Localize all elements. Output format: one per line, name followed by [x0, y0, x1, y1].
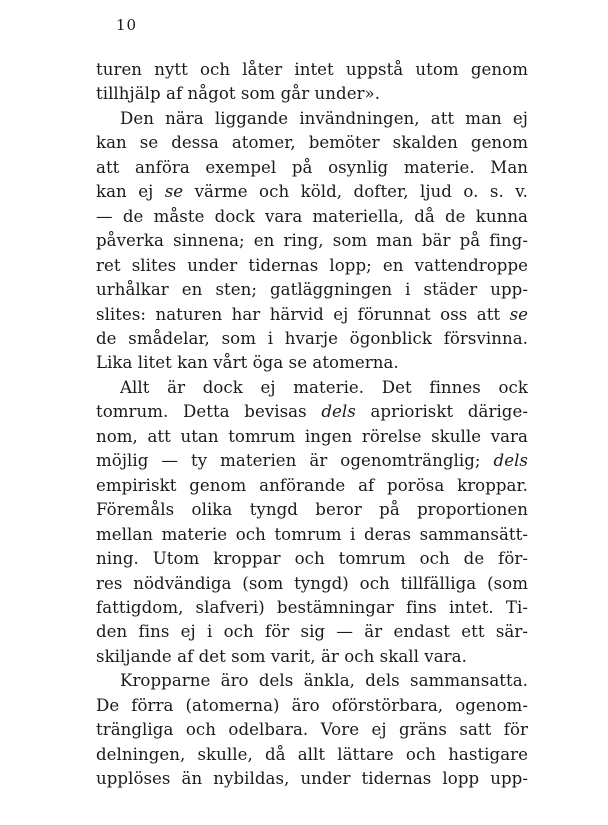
text-line: ning. Utom kroppar och tomrum och de för- [96, 549, 528, 569]
italic-word: dels [493, 451, 528, 471]
text-line [96, 180, 528, 204]
text-line: empiriskt genom anförande af porösa kroppar. [96, 475, 528, 495]
text-line: trängliga och odelbara. Vore ej gräns satt för [96, 720, 528, 740]
text-line: de smådelar, som i hvarje ögonblick försvinna. [96, 328, 528, 348]
text-segment: möjlig — ty materien är ogenomtränglig; [96, 451, 494, 471]
page-number: 10 [116, 16, 138, 34]
text-segment: tomrum. Detta bevisas [96, 402, 322, 422]
text-line: Allt är dock ej materie. Det finnes ock [120, 377, 528, 397]
text-line: urhålkar en sten; gatläggningen i städer upp- [96, 280, 528, 300]
text-line: ret slites under tidernas lopp; en vattendroppe [96, 255, 528, 275]
text-line: De förra (atomerna) äro oförstörbara, ogenom- [96, 695, 528, 715]
text-segment: slites: naturen har härvid ej förunnat oss att [96, 304, 510, 324]
text-line [96, 400, 528, 424]
paragraph [96, 58, 528, 107]
text-line: mellan materie och tomrum i deras sammansätt- [96, 524, 528, 544]
text-segment: värme och köld, dofter, ljud o. s. v. [183, 182, 528, 202]
italic-word: se [164, 182, 184, 202]
paragraph [96, 107, 528, 376]
text-line: fattigdom, slafveri) bestämningar fins intet. Ti- [96, 597, 528, 617]
text-line [96, 449, 528, 473]
text-line: turen nytt och låter intet uppstå utom genom [96, 60, 528, 79]
italic-word: se [509, 304, 528, 324]
paragraph [96, 669, 528, 791]
text-line: kan se dessa atomer, bemöter skalden genom [96, 133, 528, 153]
text-line: skiljande af det som varit, är och skall vara. [96, 646, 467, 666]
italic-word: dels [321, 402, 356, 422]
text-line: nom, att utan tomrum ingen rörelse skulle vara [96, 426, 528, 446]
text-line: delningen, skulle, då allt lättare och hastigare [96, 744, 528, 764]
text-segment: kan ej [96, 182, 165, 202]
text-segment: aprioriskt därige- [355, 402, 528, 422]
text-line: Lika litet kan vårt öga se atomerna. [96, 353, 399, 373]
text-line: tillhjälp af något som går under». [96, 84, 381, 104]
text-line: Föremåls olika tyngd beror på proportionen [96, 500, 528, 520]
text-line: att anföra exempel på osynlig materie. Man [96, 157, 528, 177]
body-text [96, 58, 528, 792]
text-line: den fins ej i och för sig — är endast ett sär- [96, 622, 528, 642]
text-line [96, 303, 528, 327]
text-line: Den nära liggande invändningen, att man ej [120, 108, 528, 128]
text-line: upplöses än nybildas, under tidernas lopp upp- [96, 769, 528, 789]
text-line: påverka sinnena; en ring, som man bär på fing- [96, 231, 528, 251]
text-line: Kropparne äro dels änkla, dels sammansatta. [120, 671, 528, 691]
paragraph [96, 376, 528, 669]
text-line: res nödvändiga (som tyngd) och tillfälliga (som [96, 573, 528, 593]
text-line: — de måste dock vara materiella, då de kunna [96, 206, 528, 226]
